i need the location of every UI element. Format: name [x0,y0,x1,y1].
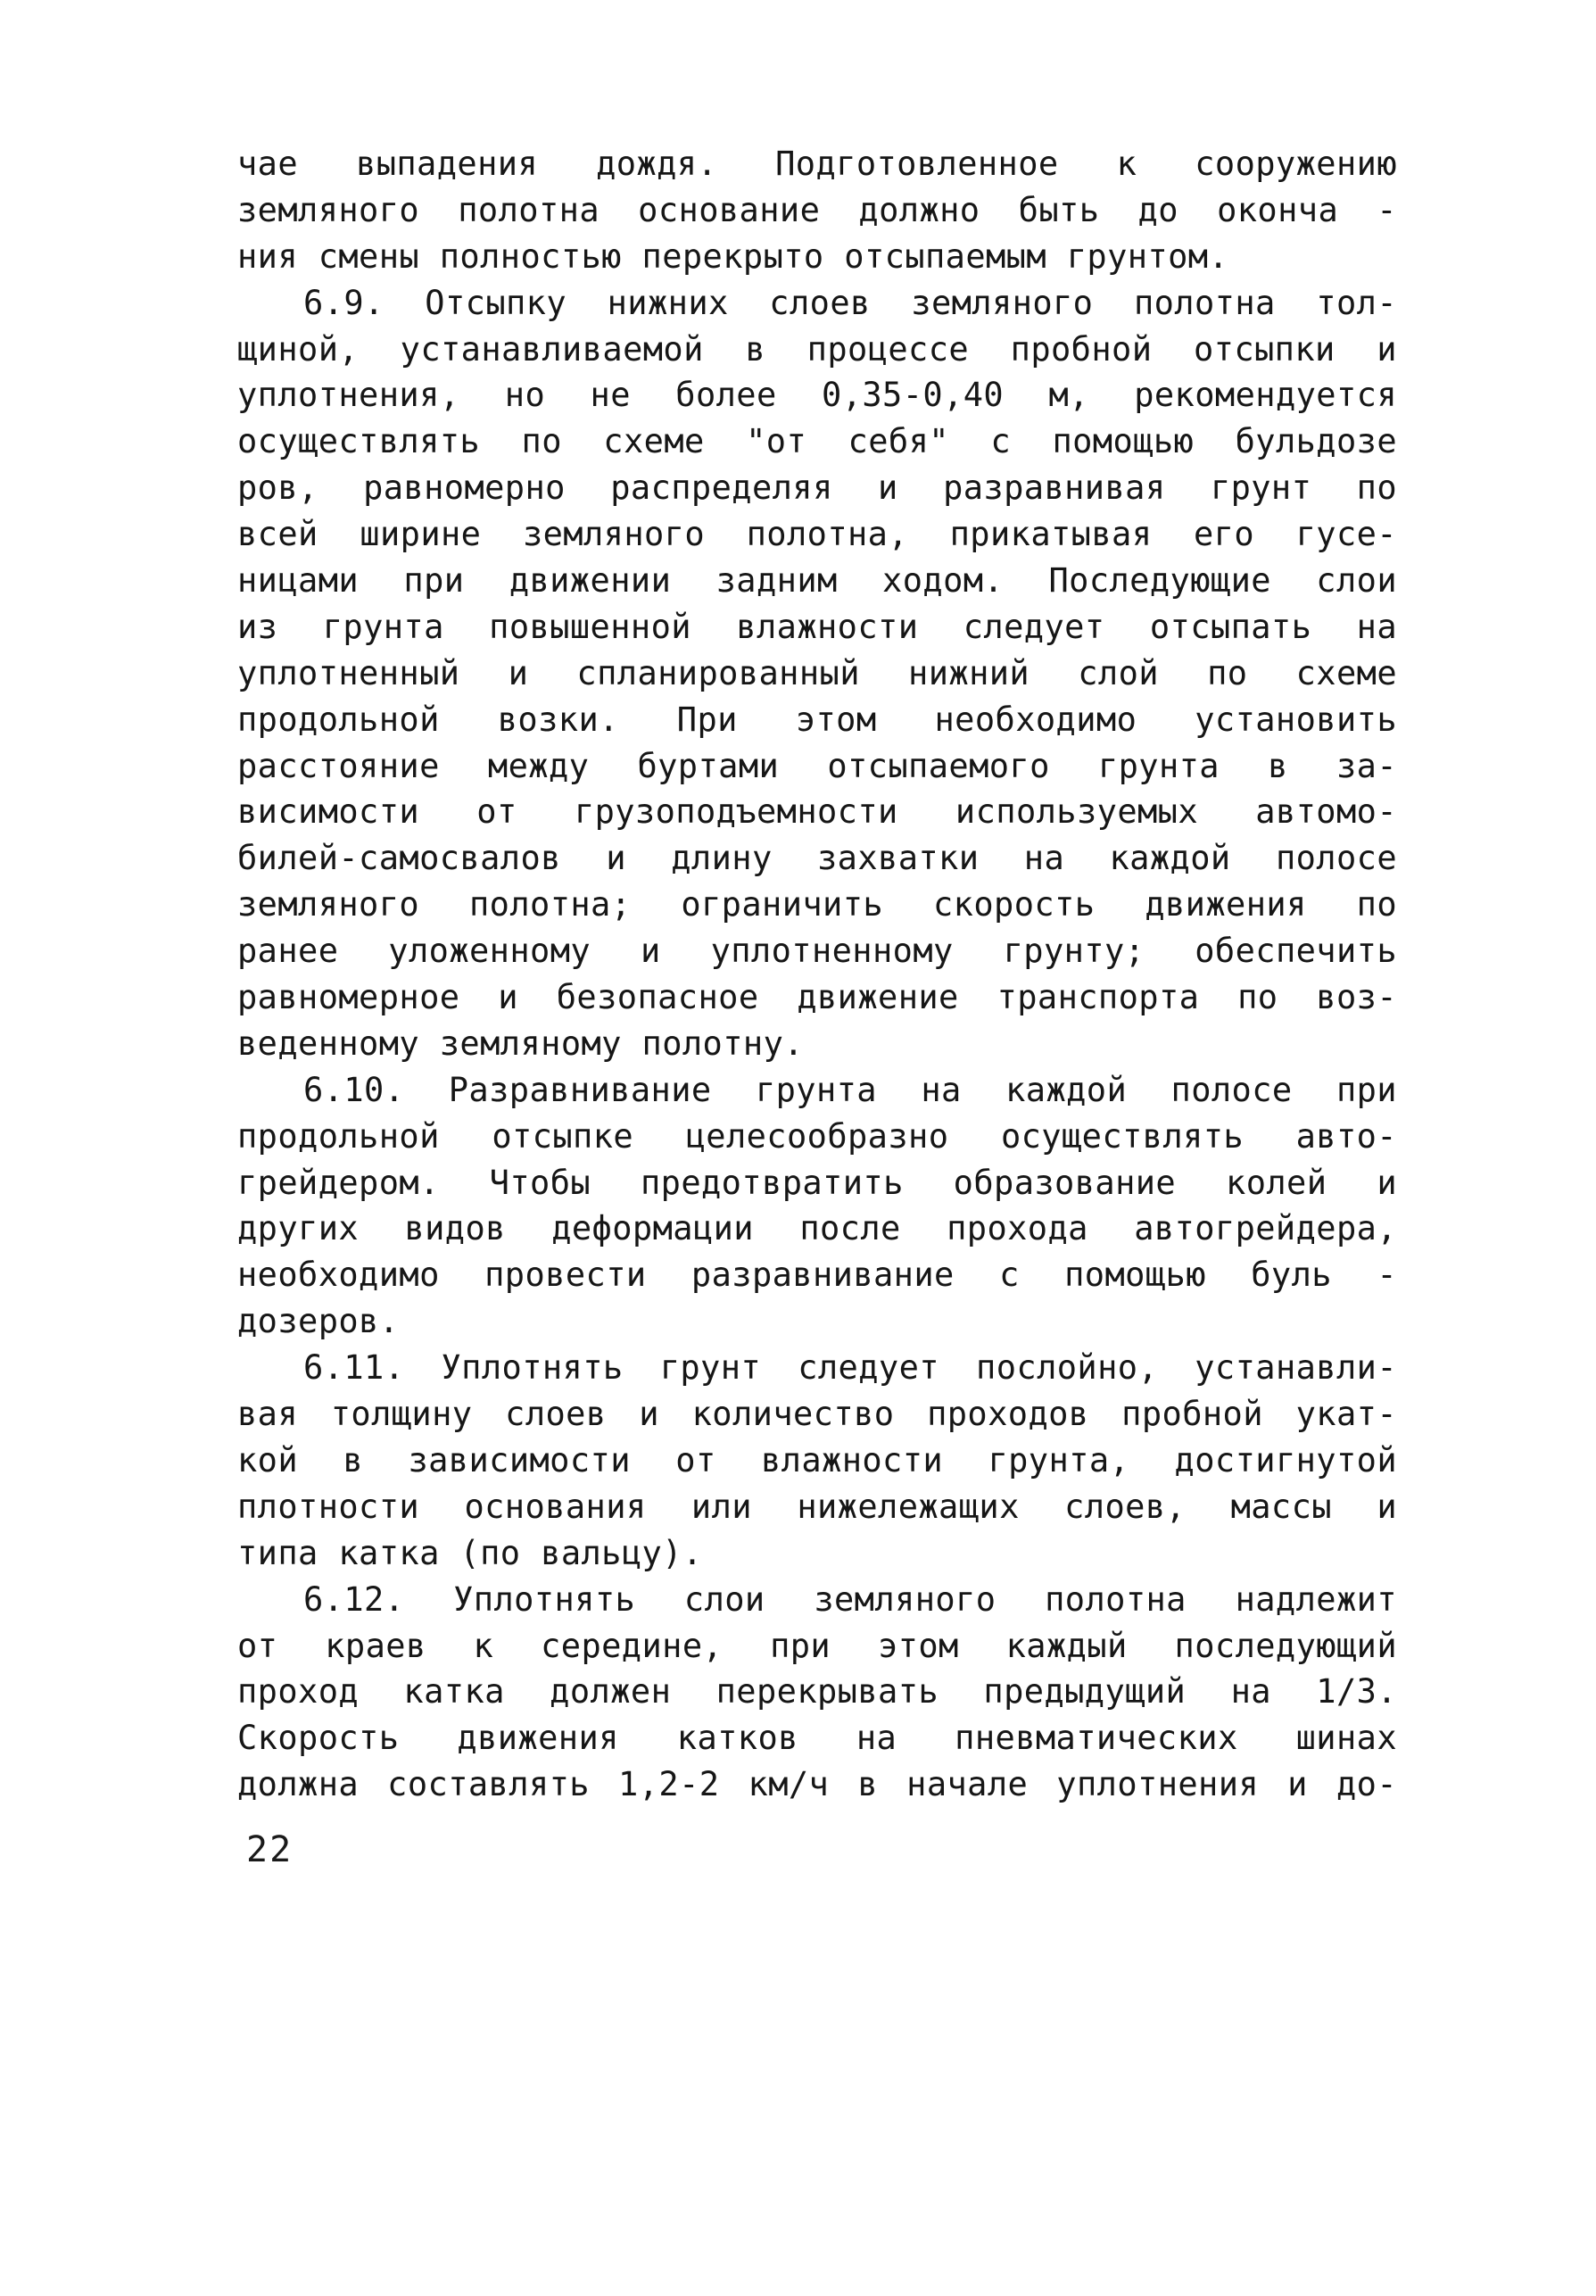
body-text [237,141,1397,1808]
text-line: всей ширине земляного полотна, прикатывая его гусе- [237,515,1397,554]
text-line: ния смены полностью перекрыто отсыпаемым грунтом. [237,236,1229,276]
text-line: 6.11. Уплотнять грунт следует послойно, устанавли- [303,1348,1397,1388]
text-line: 6.9. Отсыпку нижних слоев земляного полотна тол- [303,283,1397,322]
text-line: вая толщину слоев и количество проходов пробной укат- [237,1395,1397,1434]
text-line: грейдером. Чтобы предотвратить образование колей и [237,1163,1397,1202]
text-line: продольной отсыпке целесообразно осуществлять авто- [237,1116,1397,1156]
text-line: типа катка (по вальцу). [237,1533,703,1572]
text-line: веденному земляному полотну. [237,1024,804,1063]
text-line: 6.12. Уплотнять слои земляного полотна надлежит [303,1579,1397,1619]
text-line: расстояние между буртами отсыпаемого грунта в за- [237,746,1397,785]
text-line: 6.10. Разравнивание грунта на каждой полосе при [303,1070,1397,1109]
text-line: кой в зависимости от влажности грунта, достигнутой [237,1440,1397,1480]
text-line: других видов деформации после прохода автогрейдера, [237,1209,1397,1248]
text-line: уплотнения, но не более 0,35-0,40 м, рекомендуется [237,376,1397,415]
text-line: от краев к середине, при этом каждый последующий [237,1626,1397,1665]
page-number: 22 [246,1829,294,1870]
text-line: ранее уложенному и уплотненному грунту; обеспечить [237,932,1397,971]
text-line: билей-самосвалов и длину захватки на каждой полосе [237,839,1397,878]
text-line: земляного полотна; ограничить скорость движения по [237,885,1397,924]
text-line: равномерное и безопасное движение транспорта по воз- [237,978,1397,1017]
text-line: осуществлять по схеме "от себя" с помощью бульдозе [237,422,1397,461]
text-line: плотности основания или нижележащих слоев, массы и [237,1487,1397,1526]
text-line: необходимо провести разравнивание с помощью буль - [237,1256,1397,1295]
text-line: уплотненный и спланированный нижний слой по схеме [237,653,1397,692]
text-line: Скорость движения катков на пневматических шинах [237,1719,1397,1758]
text-line: проход катка должен перекрывать предыдущий на 1/3. [237,1672,1397,1712]
text-line: дозеров. [237,1302,400,1341]
text-line: висимости от грузоподъемности используемых автомо- [237,792,1397,832]
text-line: продольной возки. При этом необходимо установить [237,700,1397,739]
text-line: земляного полотна основание должно быть до оконча - [237,190,1397,229]
text-line: из грунта повышенной влажности следует отсыпать на [237,607,1397,646]
text-line: чае выпадения дождя. Подготовленное к сооружению [237,145,1397,183]
text-line: ров, равномерно распределяя и разравнивая грунт по [237,468,1397,508]
text-line: должна составлять 1,2-2 км/ч в начале уплотнения и до- [237,1765,1397,1804]
text-line: ницами при движении задним ходом. Последующие слои [237,561,1397,601]
text-line: щиной, устанавливаемой в процессе пробной отсыпки и [237,329,1397,369]
